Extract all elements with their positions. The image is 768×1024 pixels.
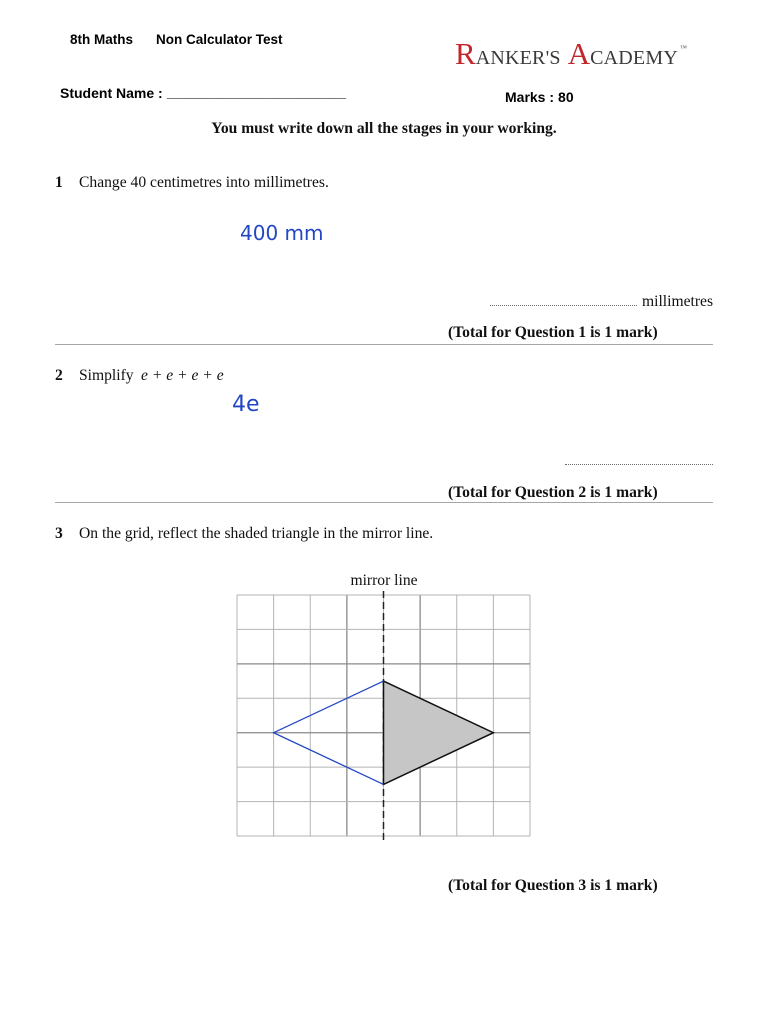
- logo-trademark: ™: [679, 44, 687, 52]
- logo-word-second-rest: CADEMY: [590, 47, 678, 69]
- subject-label: 8th Maths: [70, 32, 134, 47]
- question-1-prompt: Change 40 centimetres into millimetres.: [79, 174, 329, 191]
- marks-total: [505, 89, 574, 105]
- question-1-answer-line: [490, 305, 637, 306]
- shaded-triangle: [384, 681, 494, 784]
- question-1-number: 1: [55, 174, 63, 191]
- logo-initial-first: R: [455, 36, 476, 71]
- logo-word-first-rest: ANKER'S: [475, 47, 561, 69]
- question-2-expression: e + e + e + e: [141, 367, 224, 384]
- student-name-blank: _______________________: [167, 84, 347, 100]
- test-name-label: Non Calculator Test: [156, 32, 283, 47]
- mirror-line-label: mirror line: [350, 572, 418, 589]
- marks-label: Marks :: [505, 89, 555, 105]
- question-2-number: 2: [55, 367, 63, 384]
- question-3-number: 3: [55, 525, 63, 542]
- reflection-grid-figure: [228, 586, 540, 846]
- student-name-label: Student Name :: [60, 85, 163, 101]
- rankers-academy-logo: [455, 38, 687, 69]
- question-1-divider: [55, 344, 713, 345]
- logo-initial-second: A: [567, 36, 591, 71]
- question-2-answer-line: [565, 464, 713, 465]
- question-2-divider: [55, 502, 713, 503]
- question-1-handwritten-answer: 400 mm: [240, 221, 324, 245]
- question-1-total-marks: (Total for Question 1 is 1 mark): [448, 324, 658, 341]
- question-2-total-marks: (Total for Question 2 is 1 mark): [448, 484, 658, 501]
- question-3-total-marks: (Total for Question 3 is 1 mark): [448, 877, 658, 894]
- question-1-answer-unit: millimetres: [642, 293, 714, 310]
- marks-value: 80: [558, 89, 574, 105]
- question-2-prompt: Simplify: [79, 367, 134, 384]
- question-2-handwritten-answer: 4e: [232, 392, 260, 417]
- working-instruction: You must write down all the stages in your working.: [211, 120, 557, 137]
- question-3-prompt: On the grid, reflect the shaded triangle in the mirror line.: [79, 525, 434, 542]
